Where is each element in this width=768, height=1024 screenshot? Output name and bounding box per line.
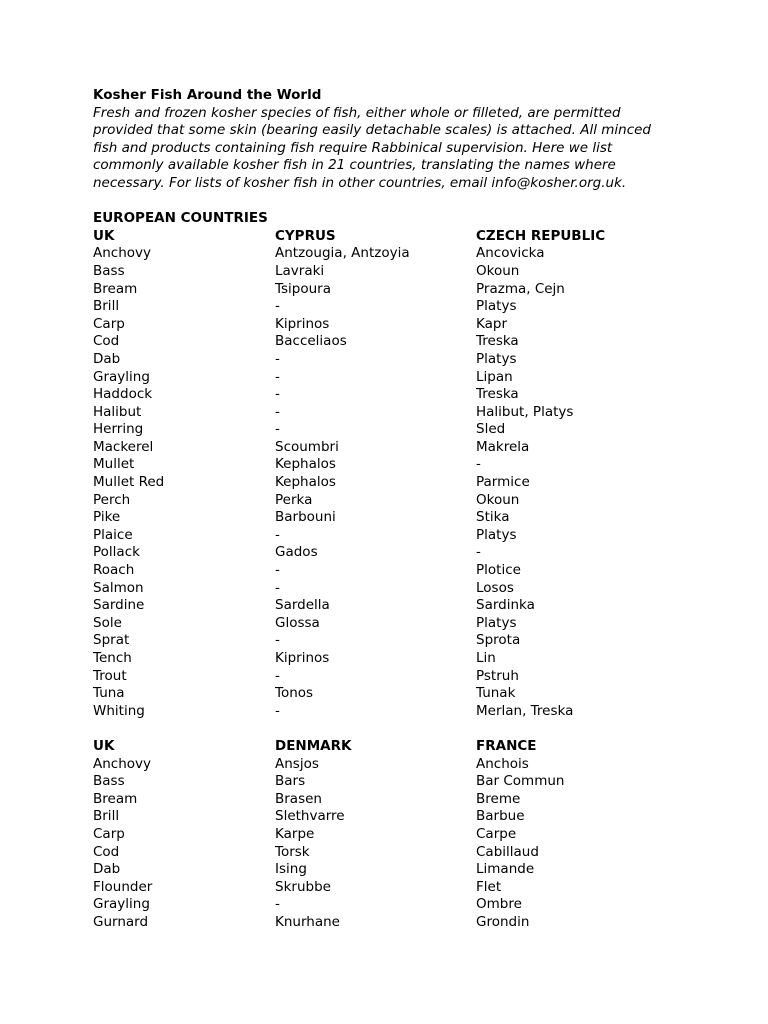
table-cell: Sardinka <box>476 597 535 614</box>
table-cell: Ombre <box>476 896 522 913</box>
table-row <box>93 474 673 492</box>
table-row <box>93 668 673 686</box>
table-row <box>93 844 673 862</box>
table-cell: Barbouni <box>275 509 336 526</box>
table-cell: Lavraki <box>275 262 325 279</box>
table-cell: - <box>275 421 280 438</box>
table-row <box>93 632 673 650</box>
table-row <box>93 826 673 844</box>
table-cell: Herring <box>93 421 144 438</box>
table-cell: - <box>275 526 280 543</box>
table-cell: Knurhane <box>275 913 340 930</box>
table-header-row <box>93 738 673 756</box>
table-cell: - <box>275 298 280 315</box>
table-cell: - <box>476 544 481 561</box>
document-title: Kosher Fish Around the World <box>93 87 322 103</box>
table-row <box>93 615 673 633</box>
table-cell: Trout <box>93 667 127 684</box>
table-cell: Anchois <box>476 755 529 772</box>
table-cell: Halibut, Platys <box>476 403 574 420</box>
table-cell: Torsk <box>275 843 310 860</box>
table-row <box>93 791 673 809</box>
table-cell: Tonos <box>275 685 314 702</box>
intro-line: commonly available kosher fish in 21 countries, translating the names where <box>93 157 616 174</box>
table-cell: Anchovy <box>93 245 152 262</box>
table-cell: Plotice <box>476 562 521 579</box>
table-cell: - <box>275 579 280 596</box>
table-cell: Prazma, Cejn <box>476 280 565 297</box>
table-row <box>93 685 673 703</box>
table-cell: Okoun <box>476 491 520 508</box>
table-cell: Platys <box>476 526 517 543</box>
table-cell: - <box>275 632 280 649</box>
column-header: FRANCE <box>476 737 537 754</box>
table-cell: Stika <box>476 509 510 526</box>
intro-line: provided that some skin (bearing easily detachable scales) is attached. All minced <box>93 122 651 139</box>
table-row <box>93 703 673 721</box>
table-cell: Gados <box>275 544 318 561</box>
table-cell: Bar Commun <box>476 773 565 790</box>
table-cell: Perka <box>275 491 313 508</box>
table-cell: Slethvarre <box>275 808 345 825</box>
table-cell: Haddock <box>93 386 153 403</box>
table-cell: Kephalos <box>275 456 336 473</box>
table-cell: - <box>476 456 481 473</box>
table-cell: Flet <box>476 878 502 895</box>
table-row <box>93 281 673 299</box>
table-row <box>93 421 673 439</box>
table-cell: Plaice <box>93 526 133 543</box>
table-row <box>93 914 673 932</box>
table-cell: Scoumbri <box>275 438 339 455</box>
table-cell: Cod <box>93 843 120 860</box>
table-cell: Glossa <box>275 614 320 631</box>
fish-tables <box>93 228 673 932</box>
table-cell: Ancovicka <box>476 245 545 262</box>
table-cell: Lin <box>476 650 496 666</box>
table-cell: Kapr <box>476 315 508 332</box>
table-cell: Ising <box>275 861 307 878</box>
table-cell: Halibut <box>93 403 142 420</box>
table-cell: Tuna <box>93 685 125 702</box>
table-cell: Carpe <box>476 825 517 842</box>
table-cell: Platys <box>476 298 517 315</box>
table-cell: - <box>275 386 280 403</box>
table-cell: Grondin <box>476 913 530 930</box>
table-row <box>93 580 673 598</box>
table-cell: Barbue <box>476 808 525 825</box>
table-cell: Losos <box>476 579 514 596</box>
document-page <box>93 87 673 932</box>
table-cell: Dab <box>93 350 121 367</box>
table-row <box>93 369 673 387</box>
table-cell: Merlan, Treska <box>476 702 574 719</box>
column-header: DENMARK <box>275 737 352 754</box>
table-cell: Gurnard <box>93 913 149 930</box>
table-cell: Bass <box>93 773 125 790</box>
table-cell: Skrubbe <box>275 878 331 895</box>
table-header-row <box>93 228 673 246</box>
table-cell: Grayling <box>93 896 150 913</box>
column-header: UK <box>93 737 115 754</box>
table-cell: Ansjos <box>275 755 319 772</box>
column-header: CZECH REPUBLIC <box>476 227 606 244</box>
table-row <box>93 351 673 369</box>
table-cell: Pstruh <box>476 667 519 684</box>
table-row <box>93 527 673 545</box>
table-row <box>93 386 673 404</box>
table-row <box>93 650 673 668</box>
table-cell: Karpe <box>275 825 315 842</box>
table-row <box>93 896 673 914</box>
table-cell: Kiprinos <box>275 315 330 332</box>
table-cell: Bream <box>93 790 138 807</box>
table-cell: Sardella <box>275 597 330 614</box>
fish-table <box>93 738 673 932</box>
table-cell: Carp <box>93 315 125 332</box>
column-header: CYPRUS <box>275 227 336 244</box>
table-row <box>93 298 673 316</box>
table-cell: - <box>275 667 280 684</box>
table-cell: Salmon <box>93 579 144 596</box>
table-cell: Whiting <box>93 702 145 719</box>
table-cell: Sled <box>476 421 506 438</box>
intro-line: Fresh and frozen kosher species of fish, either whole or filleted, are permitted <box>93 104 621 121</box>
table-cell: Sardine <box>93 597 145 614</box>
table-row <box>93 333 673 351</box>
table-cell: Pollack <box>93 544 140 561</box>
table-row <box>93 544 673 562</box>
table-cell: Bacceliaos <box>275 333 347 350</box>
table-row <box>93 263 673 281</box>
table-cell: Breme <box>476 790 521 807</box>
table-row <box>93 756 673 774</box>
table-cell: Carp <box>93 825 125 842</box>
table-row <box>93 861 673 879</box>
table-cell: Mullet <box>93 456 135 473</box>
table-cell: Grayling <box>93 368 150 385</box>
table-cell: Tench <box>93 650 132 666</box>
table-cell: Platys <box>476 350 517 367</box>
table-row <box>93 456 673 474</box>
intro-line: fish and products containing fish require Rabbinical supervision. Here we list <box>93 139 613 156</box>
section-heading: EUROPEAN COUNTRIES <box>93 210 268 227</box>
table-cell: Platys <box>476 614 517 631</box>
table-cell: - <box>275 562 280 579</box>
table-row <box>93 562 673 580</box>
table-row <box>93 245 673 263</box>
table-cell: Treska <box>476 386 519 403</box>
table-cell: Makrela <box>476 438 530 455</box>
table-cell: Lipan <box>476 368 513 385</box>
table-row <box>93 492 673 510</box>
table-row <box>93 509 673 527</box>
table-row <box>93 597 673 615</box>
table-cell: Sprat <box>93 632 130 649</box>
table-cell: Cod <box>93 333 120 350</box>
table-cell: Brasen <box>275 790 322 807</box>
table-row <box>93 404 673 422</box>
table-cell: Tunak <box>476 685 516 702</box>
table-cell: Treska <box>476 333 519 350</box>
column-header: UK <box>93 227 115 244</box>
table-cell: Brill <box>93 298 120 315</box>
table-cell: - <box>275 896 280 913</box>
table-cell: Sole <box>93 614 122 631</box>
intro-line: necessary. For lists of kosher fish in other countries, email info@kosher.org.uk. <box>93 174 627 191</box>
table-cell: - <box>275 368 280 385</box>
table-cell: Roach <box>93 562 135 579</box>
table-cell: Flounder <box>93 878 153 895</box>
table-cell: Kephalos <box>275 474 336 491</box>
table-cell: Tsipoura <box>275 280 332 297</box>
table-cell: Okoun <box>476 262 520 279</box>
table-cell: Bass <box>93 262 125 279</box>
table-cell: - <box>275 702 280 719</box>
table-row <box>93 808 673 826</box>
table-cell: Limande <box>476 861 535 878</box>
table-cell: Antzougia, Antzoyia <box>275 245 410 262</box>
intro-paragraph <box>93 105 673 193</box>
table-cell: Mackerel <box>93 438 154 455</box>
table-cell: - <box>275 350 280 367</box>
table-cell: Sprota <box>476 632 521 649</box>
table-row <box>93 439 673 457</box>
table-cell: Brill <box>93 808 120 825</box>
table-cell: Kiprinos <box>275 650 330 666</box>
table-cell: Anchovy <box>93 755 152 772</box>
table-row <box>93 773 673 791</box>
table-cell: Perch <box>93 491 131 508</box>
table-cell: - <box>275 403 280 420</box>
table-cell: Dab <box>93 861 121 878</box>
table-cell: Cabillaud <box>476 843 539 860</box>
table-row <box>93 879 673 897</box>
table-cell: Bream <box>93 280 138 297</box>
table-cell: Bars <box>275 773 306 790</box>
table-cell: Mullet Red <box>93 474 165 491</box>
table-cell: Parmice <box>476 474 530 491</box>
table-row <box>93 316 673 334</box>
fish-table <box>93 228 673 721</box>
table-cell: Pike <box>93 509 121 526</box>
